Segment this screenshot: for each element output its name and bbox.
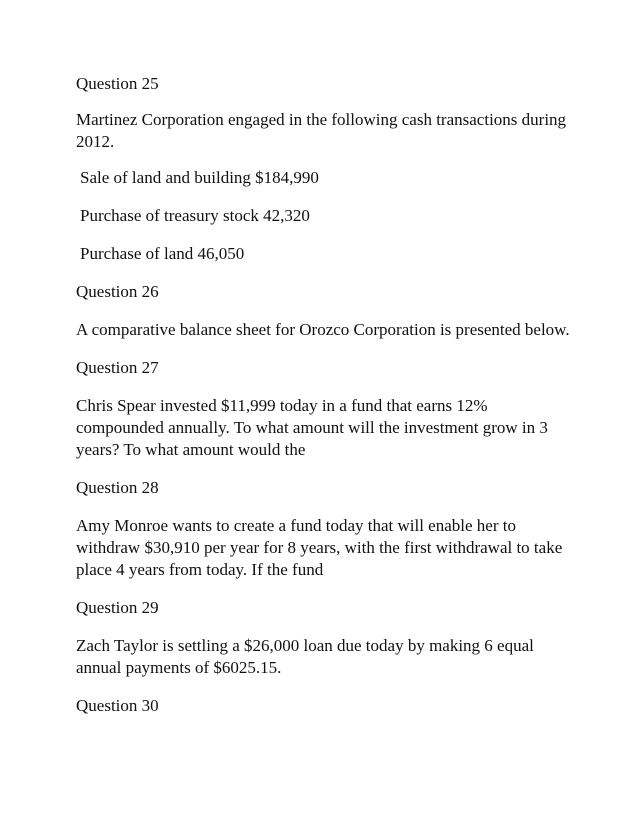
question-25-text: Martinez Corporation engaged in the following cash transactions during 2012. bbox=[76, 110, 567, 151]
question-26-heading: Question 26 bbox=[76, 282, 159, 301]
question-28-text: Amy Monroe wants to create a fund today that will enable her to withdraw $30,910 per year for 8 years, with the first withdrawal to take place 4 years from today. If the fund bbox=[76, 516, 563, 579]
question-25-heading: Question 25 bbox=[76, 74, 159, 93]
transaction-item: Purchase of land 46,050 bbox=[80, 244, 245, 263]
question-28-heading: Question 28 bbox=[76, 478, 159, 497]
question-27-heading: Question 27 bbox=[76, 358, 159, 377]
question-30-heading: Question 30 bbox=[76, 696, 159, 715]
transaction-item: Sale of land and building $184,990 bbox=[80, 168, 319, 187]
question-29-text: Zach Taylor is settling a $26,000 loan due today by making 6 equal annual payments of $6025.15. bbox=[76, 636, 534, 677]
question-26-text: A comparative balance sheet for Orozco Corporation is presented below. bbox=[76, 320, 570, 339]
document-body bbox=[76, 73, 576, 731]
question-29-heading: Question 29 bbox=[76, 598, 159, 617]
question-27-text: Chris Spear invested $11,999 today in a fund that earns 12% compounded annually. To what amount will the investment grow in 3 years? To what amount would the bbox=[76, 396, 548, 459]
transaction-item: Purchase of treasury stock 42,320 bbox=[80, 206, 310, 225]
